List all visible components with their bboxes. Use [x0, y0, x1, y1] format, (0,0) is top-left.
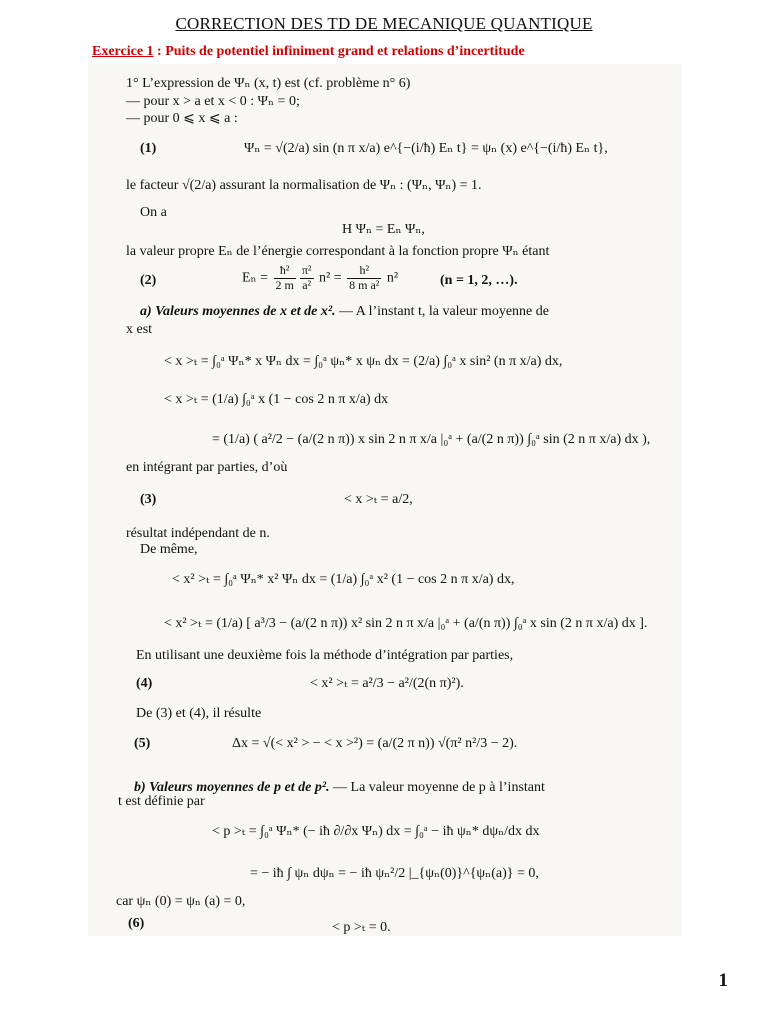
eigenvalue-line: la valeur propre Eₙ de l’énergie correspondant à la fonction propre Ψₙ étant [126, 244, 550, 259]
equation-3: < x >ₜ = a/2, [344, 492, 413, 507]
exercise-label: Exercice 1 [92, 44, 154, 59]
equation-4: < x² >ₜ = a²/3 − a²/(2(n π)²). [310, 676, 464, 691]
normalization-text-b: assurant la normalisation de Ψₙ : (Ψₙ, Ψₙ) = 1. [216, 178, 482, 193]
eq2-frac-3-num: h² [347, 264, 381, 279]
eq2-frac-1 [274, 264, 296, 293]
eq2-frac-3-den: 8 m a² [349, 277, 380, 292]
equation-6: < p >ₜ = 0. [332, 920, 391, 935]
eq2-frac-1-num: ħ² [274, 264, 296, 279]
section-a-heading [140, 304, 549, 321]
intro-line: 1° L’expression de Ψₙ (x, t) est (cf. problème n° 6) [126, 76, 411, 91]
section-a-title: a) Valeurs moyennes de x et de x². [140, 304, 336, 319]
equation-mean-x-1: < x >ₜ = ∫₀ᵃ Ψₙ* x Ψₙ dx = ∫₀ᵃ ψₙ* x ψₙ dx = (2/a) ∫₀ᵃ x sin² (n π x/a) dx, [164, 354, 563, 369]
normalization-text-a: le facteur [126, 178, 182, 193]
equation-mean-p-1: < p >ₜ = ∫₀ᵃ Ψₙ* (− iħ ∂/∂x Ψₙ) dx = ∫₀ᵃ − iħ ψₙ* dψₙ/dx dx [212, 824, 540, 839]
document-title: CORRECTION DES TD DE MECANIQUE QUANTIQUE [175, 14, 593, 33]
integration-parts-line: en intégrant par parties, d’où [126, 460, 288, 475]
equation-2-condition: (n = 1, 2, …). [440, 273, 518, 288]
equation-number-5: (5) [134, 736, 151, 751]
equation-number-1: (1) [140, 141, 157, 156]
case-inside-line: — pour 0 ⩽ x ⩽ a : [126, 111, 238, 126]
de-3-et-4-line: De (3) et (4), il résulte [136, 706, 262, 721]
eigen-equation: H Ψₙ = Eₙ Ψₙ, [342, 222, 425, 237]
equation-number-6: (6) [128, 916, 145, 931]
equation-number-2: (2) [140, 273, 157, 288]
second-integration-line: En utilisant une deuxième fois la méthode d’intégration par parties, [136, 648, 514, 663]
equation-number-3: (3) [140, 492, 157, 507]
equation-mean-x-2: < x >ₜ = (1/a) ∫₀ᵃ x (1 − cos 2 n π x/a) dx [164, 392, 389, 407]
scanned-page [88, 64, 682, 936]
equation-mean-x-3: = (1/a) ( a²/2 − (a/(2 n π)) x sin 2 n π x/a |₀ᵃ + (a/(2 n π)) ∫₀ᵃ sin (2 n π x/a) dx ), [212, 432, 651, 447]
equation-number-4: (4) [136, 676, 153, 691]
t-definie-line: t est définie par [118, 794, 205, 809]
eq2-lhs: Eₙ = [242, 270, 272, 286]
car-psi-line: car ψₙ (0) = ψₙ (a) = 0, [116, 894, 246, 909]
on-a-line: On a [140, 205, 167, 220]
equation-2 [242, 264, 398, 293]
de-meme-line: De même, [140, 542, 198, 557]
eq1-lhs: Ψₙ = [244, 141, 276, 156]
eq2-frac-1-den: 2 m [275, 277, 294, 292]
normalization-sqrt: √(2/a) [181, 178, 217, 193]
equation-5: Δx = √(< x² > − < x >²) = (a/(2 π n)) √(π² n²/3 − 2). [232, 736, 518, 751]
equation-mean-x2-1: < x² >ₜ = ∫₀ᵃ Ψₙ* x² Ψₙ dx = (1/a) ∫₀ᵃ x² (1 − cos 2 n π x/a) dx, [172, 572, 515, 587]
eq1-sqrt: √(2/a) [275, 141, 310, 156]
eq2-frac-2-num: π² [301, 263, 312, 277]
exercise-title: : Puits de potentiel infiniment grand et relations d’incertitude [153, 44, 525, 59]
eq2-end: n² [383, 270, 399, 286]
eq1-rhs: sin (n π x/a) e^{−(i/ħ) Eₙ t} = ψₙ (x) e^{−(i/ħ) Eₙ t}, [309, 141, 608, 156]
section-b-text: — La valeur moyenne de p à l’instant [329, 780, 545, 795]
section-a-text: — A l’instant t, la valeur moyenne de [335, 304, 549, 319]
result-independent-line: résultat indépendant de n. [126, 526, 270, 541]
case-outside-line: — pour x > a et x < 0 : Ψₙ = 0; [126, 94, 300, 109]
equation-mean-p-2: = − iħ ∫ ψₙ dψₙ = − iħ ψₙ²/2 |_{ψₙ(0)}^{ψₙ(a)} = 0, [250, 866, 539, 881]
x-est-line: x est [126, 322, 153, 337]
equation-1 [244, 141, 608, 158]
eq2-frac-2 [300, 264, 314, 293]
eq2-frac-2-den: a² [302, 277, 312, 292]
section-b-title: b) Valeurs moyennes de p et de p². [134, 780, 330, 795]
page-number: 1 [718, 970, 728, 991]
eq2-mid: n² = [315, 270, 346, 286]
eq2-frac-3 [347, 264, 381, 293]
exercise-heading [92, 44, 525, 60]
normalization-line [126, 178, 482, 195]
equation-mean-x2-2: < x² >ₜ = (1/a) [ a³/3 − (a/(2 n π)) x² sin 2 n π x/a |₀ᵃ + (a/(n π)) ∫₀ᵃ x sin (2 n π x/a) dx ]. [164, 616, 648, 631]
